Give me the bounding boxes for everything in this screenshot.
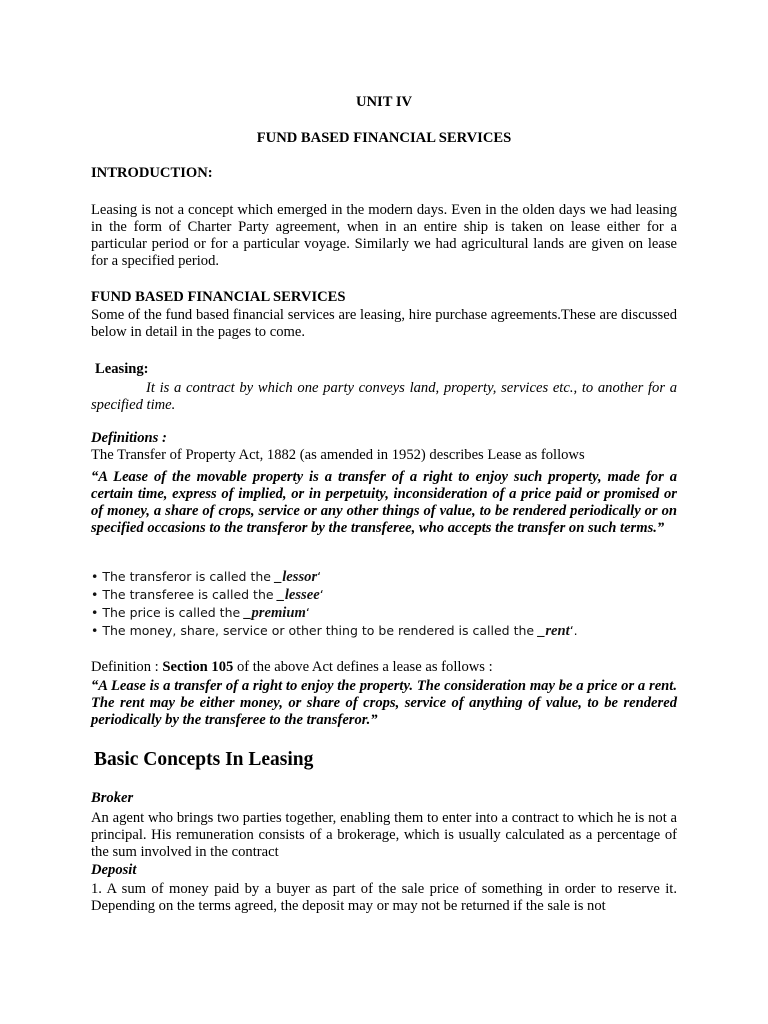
list-item: • The price is called the _premium‘ [91, 605, 310, 621]
fbfs-paragraph: Some of the fund based financial services are leasing, hire purchase agreements.These are discussed below in detail in the pages to come. [91, 307, 677, 340]
intro-heading: INTRODUCTION: [91, 165, 213, 181]
intro-paragraph: Leasing is not a concept which emerged in the modern days. Even in the olden days we had leasing in the form of Charter Party agreement, when in an entire ship is taken on lease either for a particular period or for a particular voyage. Similarly we had agricultural lands are given on lease for a specified period. [91, 202, 677, 269]
deposit-heading: Deposit [91, 862, 137, 878]
leasing-definition: It is a contract by which one party conveys land, property, services etc., to another for a specified time. [91, 380, 677, 413]
chapter-title: FUND BASED FINANCIAL SERVICES [256, 130, 512, 146]
section-quote: “A Lease is a transfer of a right to enjoy the property. The consideration may be a price or a rent. The rent may be either money, or share of crops, service of anything of value, to be rendered periodically by the transferee to the transferor.” [91, 678, 677, 728]
broker-heading: Broker [91, 790, 134, 806]
unit-title: UNIT IV [355, 94, 413, 110]
lease-terms-list [91, 568, 677, 640]
definitions-heading: Definitions : [91, 430, 167, 446]
broker-paragraph: An agent who brings two parties together, enabling them to enter into a contract to which he is not a principal. His remuneration consists of a brokerage, which is usually calculated as a percentage of the sum involved in the contract [91, 810, 677, 860]
fbfs-heading: FUND BASED FINANCIAL SERVICES [91, 289, 346, 305]
definitions-quote: “A Lease of the movable property is a transfer of a right to enjoy such property, made for a certain time, express of implied, or in perpetuity, inconsideration of a price paid or promised or of money, a share of crops, service or any other things of value, to be rendered periodically or on specified occasions to the transferor by the transferee, who accepts the transfer on such terms.” [91, 469, 677, 536]
basic-concepts-heading: Basic Concepts In Leasing [94, 749, 314, 770]
list-item: • The money, share, service or other thing to be rendered is called the _rent‘. [91, 623, 578, 639]
deposit-paragraph: 1. A sum of money paid by a buyer as part of the sale price of something in order to reserve it. Depending on the terms agreed, the deposit may or may not be returned if the sale is not [91, 881, 677, 914]
section-definition: Definition : Section 105 of the above Act defines a lease as follows : [91, 659, 493, 675]
list-item: • The transferor is called the _lessor‘ [91, 569, 322, 585]
leasing-heading: Leasing: [95, 361, 149, 377]
definitions-intro: The Transfer of Property Act, 1882 (as amended in 1952) describes Lease as follows [91, 447, 585, 463]
list-item: • The transferee is called the _lessee‘ [91, 587, 324, 603]
